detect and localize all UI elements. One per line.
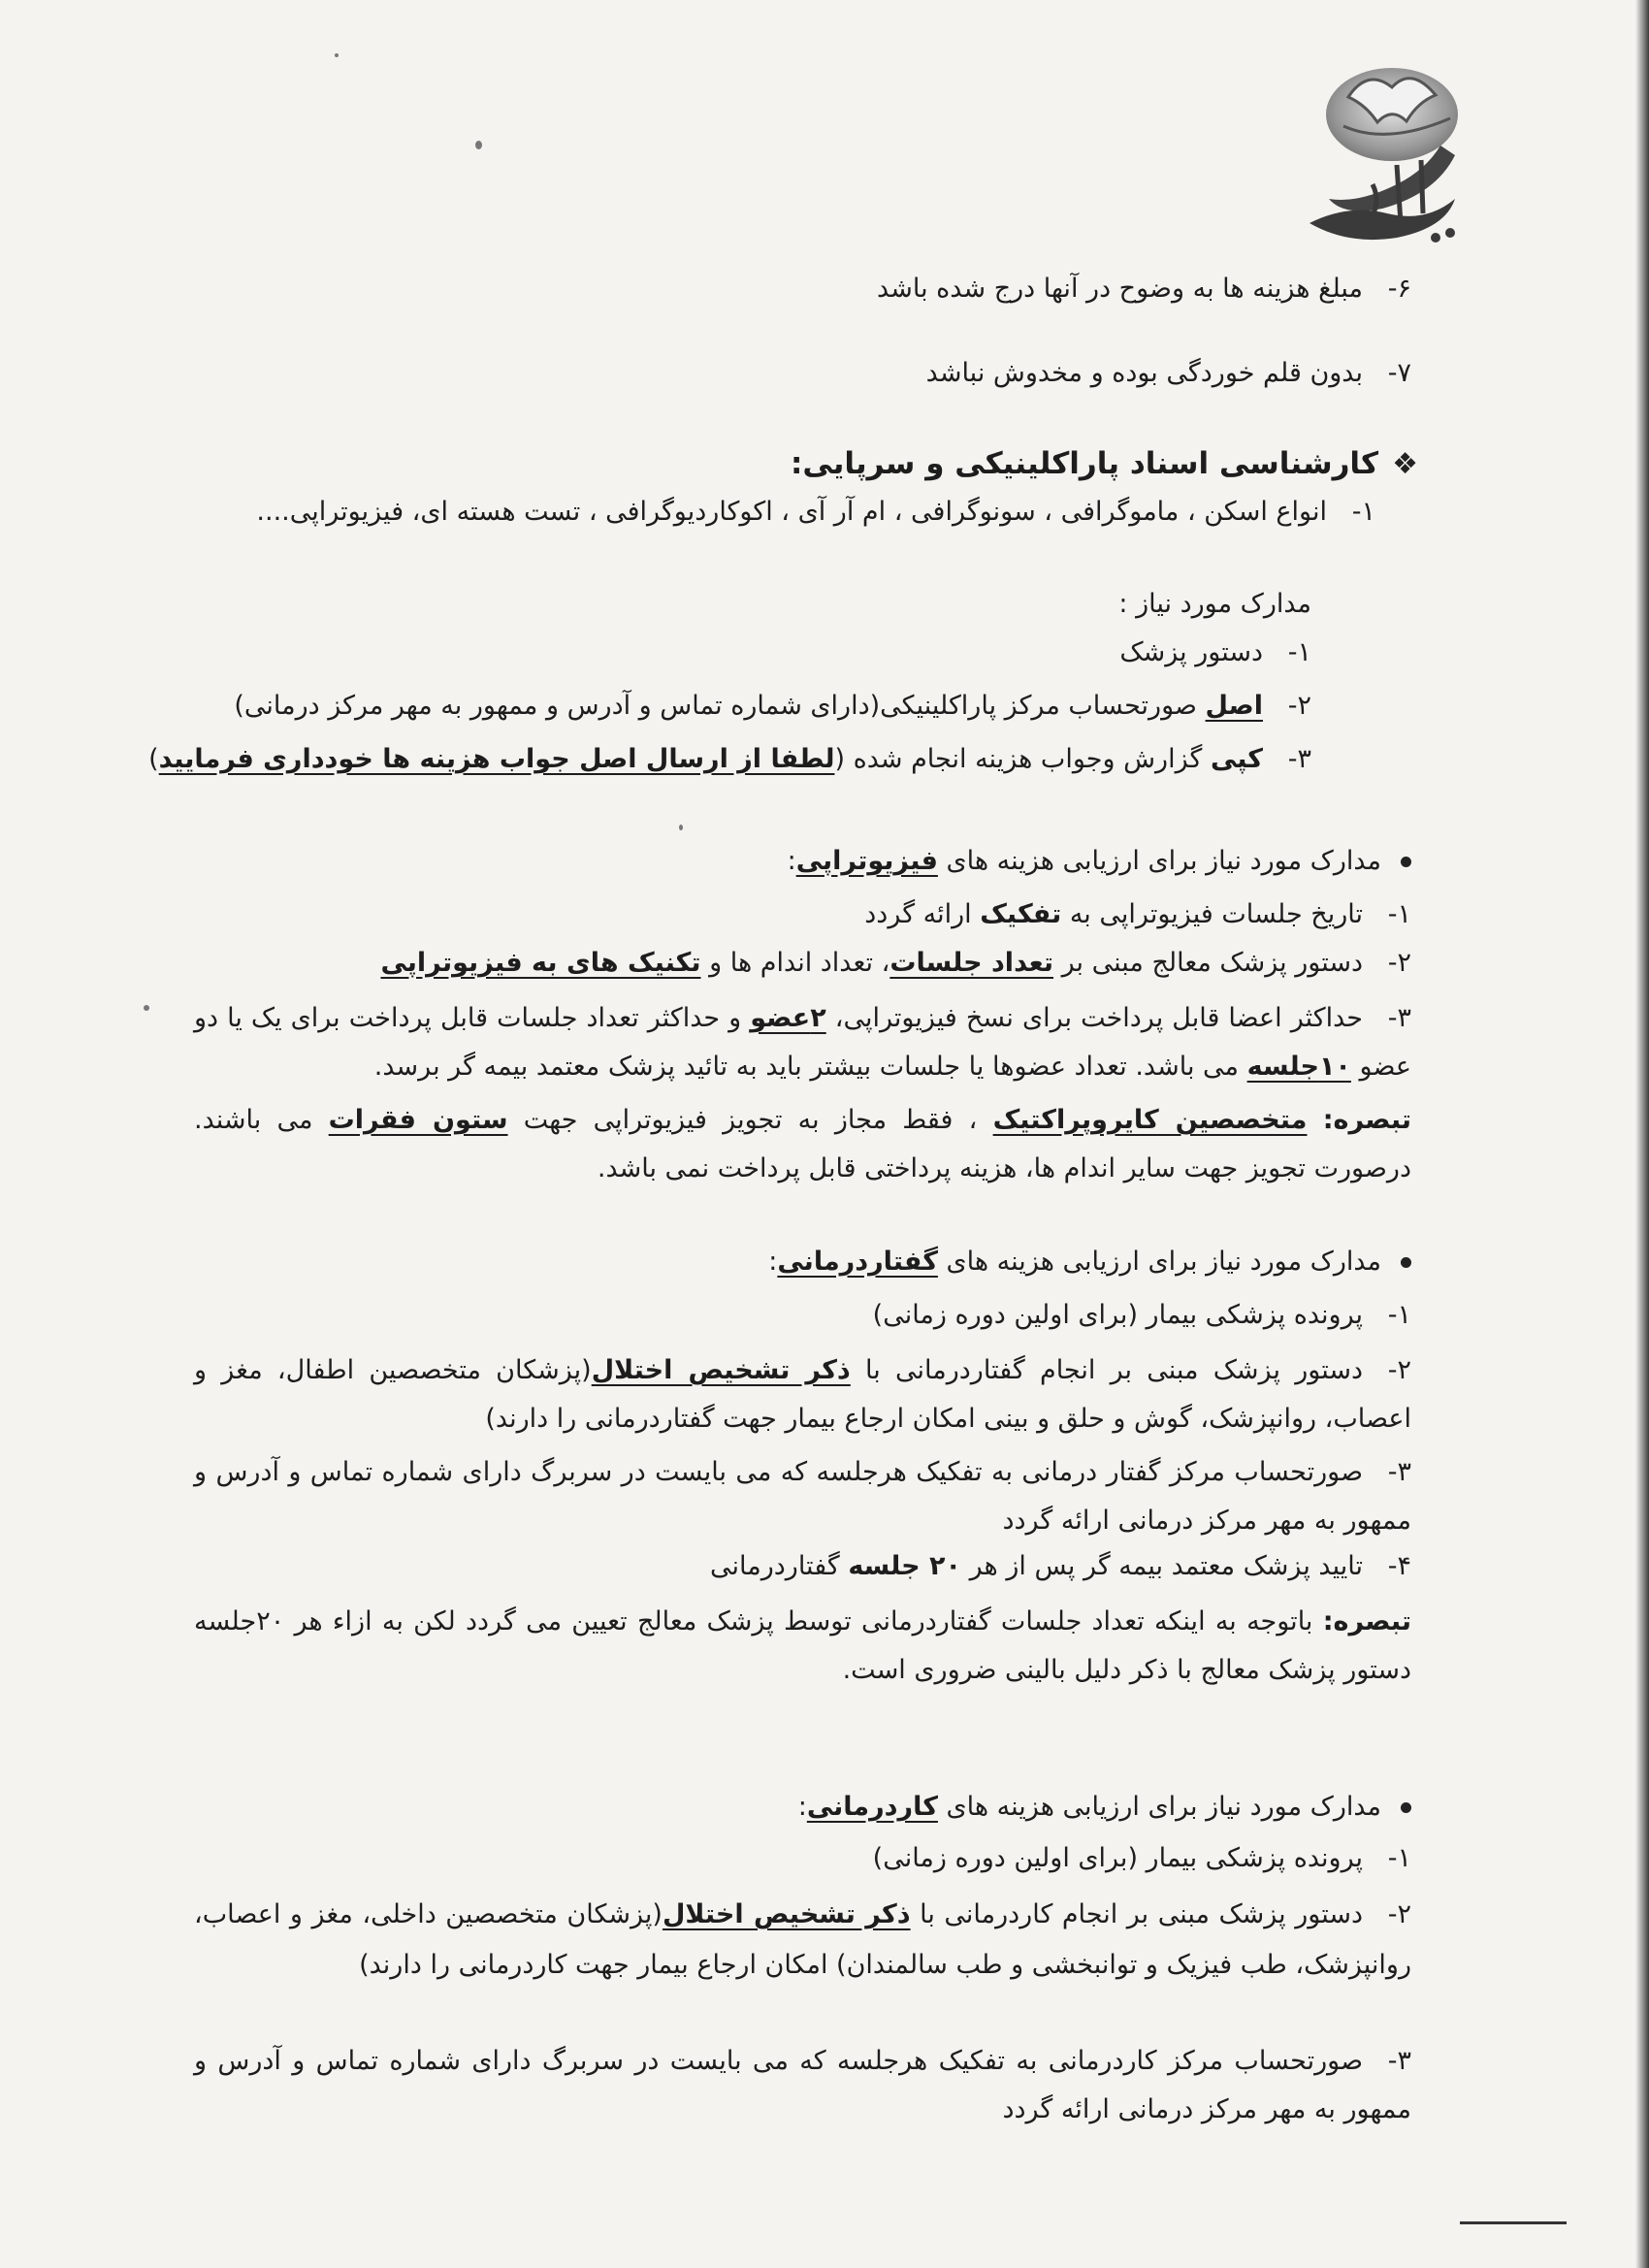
section-key: گفتاردرمانی <box>777 1247 938 1277</box>
item-text: پرونده پزشکی بیمار (برای اولین دوره زمانی) <box>872 1843 1363 1873</box>
paraclinic-heading <box>791 446 1418 482</box>
item-number: ۳- <box>1287 744 1311 774</box>
parsian-insurance-logo-icon <box>1251 58 1504 272</box>
scan-speck <box>475 141 482 149</box>
section-title: مدارک مورد نیاز برای ارزیابی هزینه های <box>946 846 1381 876</box>
emphasis: ذکر تشخیص اختلال <box>662 1899 911 1929</box>
speech-item-2 <box>194 1346 1411 1443</box>
scan-edge-shadow <box>1635 0 1649 2268</box>
logo-graphic <box>1251 58 1504 272</box>
item-text: تایید پزشک معتمد بیمه گر پس از هر <box>969 1551 1363 1581</box>
note-text: می باشند. درصورت تجویز جهت سایر اندام ها، هزینه پرداختی قابل پرداخت نمی باشد. <box>194 1105 1411 1183</box>
item-number: ۳- <box>1387 1457 1411 1487</box>
note-label: تبصره: <box>1322 1105 1411 1135</box>
star-bullet-icon: ❖ <box>1392 447 1418 481</box>
item-number: ۲- <box>1287 691 1311 721</box>
occupational-item-3 <box>194 2037 1411 2134</box>
item-number: ۲- <box>1387 1355 1411 1385</box>
bullet-icon <box>1401 1257 1411 1268</box>
item-text: دستور پزشک <box>1119 637 1263 667</box>
section-title: مدارک مورد نیاز برای ارزیابی هزینه های <box>946 1792 1381 1822</box>
bullet-icon <box>1401 1802 1411 1813</box>
item-number: ۱- <box>1387 1300 1411 1330</box>
speech-heading <box>768 1245 1411 1280</box>
emphasis: ۲عضو <box>750 1003 826 1033</box>
scan-speck <box>335 53 339 57</box>
item-text: پرونده پزشکی بیمار (برای اولین دوره زمانی) <box>872 1300 1363 1330</box>
colon: : <box>787 846 796 876</box>
colon: : <box>768 1247 778 1277</box>
occupational-item-2 <box>194 1890 1411 1991</box>
item-text: و <box>709 948 723 978</box>
paraclinic-item-1 <box>256 495 1375 530</box>
section-key: فیزیوتراپی <box>795 846 938 876</box>
item-number: ۱- <box>1351 497 1375 527</box>
occupational-item-1 <box>873 1841 1411 1876</box>
item-text: ارائه گردد <box>864 899 972 929</box>
speech-item-1 <box>873 1298 1411 1333</box>
item-text: می باشد. تعداد عضوها یا جلسات بیشتر باید به تائید پزشک معتمد بیمه گر برسد. <box>373 1052 1240 1082</box>
item-text: دستور پزشک معالج مبنی بر <box>1061 948 1363 978</box>
section-title: مدارک مورد نیاز برای ارزیابی هزینه های <box>946 1247 1381 1277</box>
colon: : <box>797 1792 807 1822</box>
speech-item-3 <box>194 1448 1411 1545</box>
intro-item-6 <box>877 272 1411 307</box>
item-text: گفتاردرمانی <box>710 1551 840 1581</box>
speech-item-4 <box>710 1549 1411 1584</box>
note-label: تبصره: <box>1322 1606 1412 1636</box>
item-text: انواع اسکن ، ماموگرافی ، سونوگرافی ، ام آر آی ، اکوکاردیوگرافی ، تست هسته ای، فیزیوتراپی.... <box>256 497 1327 527</box>
emphasis: ستون فقرات <box>328 1105 508 1135</box>
section-key: کاردرمانی <box>806 1792 938 1822</box>
physio-heading <box>788 844 1411 879</box>
scan-speck <box>679 825 683 830</box>
item-number: ۲- <box>1387 1899 1412 1929</box>
paraclinic-doc-3 <box>148 742 1311 777</box>
physio-note <box>194 1096 1411 1193</box>
item-number: ۳- <box>1387 2046 1411 2076</box>
item-text: تاریخ جلسات فیزیوتراپی به <box>1069 899 1363 929</box>
paraclinic-doc-1 <box>1119 635 1311 670</box>
item-number: ۶- <box>1387 274 1411 304</box>
item-text: ، تعداد اندام ها <box>729 948 890 978</box>
item-number: ۱- <box>1387 1843 1411 1873</box>
item-number: ۲- <box>1387 948 1411 978</box>
physio-item-2 <box>380 946 1411 981</box>
emphasis-note: لطفا از ارسال اصل جواب هزینه ها خودداری فرمایید <box>158 744 835 774</box>
section-title: کارشناسی اسناد پاراکلینیکی و سرپایی: <box>790 446 1379 481</box>
item-text: دستور پزشک مبنی بر انجام گفتاردرمانی با <box>865 1355 1363 1385</box>
emphasis: ذکر تشخیص اختلال <box>591 1355 851 1385</box>
emphasis: تعداد جلسات <box>889 948 1054 978</box>
emphasis-original: اصل <box>1205 691 1263 721</box>
footer-line <box>1460 2221 1567 2224</box>
emphasis: تکنیک های به فیزیوتراپی <box>380 948 701 978</box>
physio-item-3 <box>194 994 1411 1091</box>
item-text: بدون قلم خوردگی بوده و مخدوش نباشد <box>925 358 1363 388</box>
item-text: صورتحساب مرکز پاراکلینیکی(دارای شماره تماس و آدرس و ممهور به مهر مرکز درمانی) <box>234 691 1197 721</box>
emphasis: تفکیک <box>980 899 1062 929</box>
intro-item-7 <box>926 356 1411 391</box>
item-number: ۱- <box>1287 637 1311 667</box>
item-text: مبلغ هزینه ها به وضوح در آنها درج شده باشد <box>877 274 1363 304</box>
speech-note <box>194 1598 1411 1695</box>
item-text: و حداکثر تعداد جلسات قابل پرداخت برای یک یا دو عضو <box>194 1003 1411 1082</box>
paraclinic-doc-2 <box>234 689 1311 724</box>
scan-speck <box>144 1005 149 1011</box>
item-text: (پزشکان متخصصین داخلی، مغز و اعصاب، روانپزشک، طب فیزیک و توانبخشی و طب سالمندان) امکان ارجاع بیمار جهت کاردرمانی را دارند) <box>194 1899 1411 1980</box>
item-text: حداکثر اعضا قابل پرداخت برای نسخ فیزیوتراپی، <box>834 1003 1363 1033</box>
item-number: ۷- <box>1387 358 1411 388</box>
item-number: ۴- <box>1387 1551 1411 1581</box>
item-number: ۱- <box>1387 899 1411 929</box>
item-text: صورتحساب مرکز کاردرمانی به تفکیک هرجلسه که می بایست در سربرگ دارای شماره تماس و آدرس و ممهور به مهر مرکز درمانی ارائه گردد <box>194 2046 1411 2124</box>
item-number: ۳- <box>1387 1003 1411 1033</box>
bullet-icon <box>1401 857 1411 867</box>
note-text: ، فقط مجاز به تجویز فیزیوتراپی جهت <box>523 1105 978 1135</box>
occupational-heading <box>798 1790 1411 1825</box>
emphasis-copy: کپی <box>1210 744 1263 774</box>
note-text: باتوجه به اینکه تعداد جلسات گفتاردرمانی توسط پزشک معالج تعیین می گردد لکن به ازاء هر ۲۰جلسه دستور پزشک معالج با ذکر دلیل بالینی ضروری است. <box>194 1606 1411 1685</box>
item-text: دستور پزشک مبنی بر انجام کاردرمانی با <box>920 1899 1364 1929</box>
item-text: صورتحساب مرکز گفتار درمانی به تفکیک هرجلسه که می بایست در سربرگ دارای شماره تماس و آدرس و ممهور به مهر مرکز درمانی ارائه گردد <box>194 1457 1411 1536</box>
item-text: (پزشکان متخصصین اطفال، مغز و اعصاب، روانپزشک، گوش و حلق و بینی امکان ارجاع بیمار جهت گفتاردرمانی را دارند) <box>194 1355 1411 1434</box>
emphasis: ۲۰ جلسه <box>848 1551 962 1581</box>
physio-item-1 <box>864 897 1411 932</box>
emphasis: ۱۰جلسه <box>1246 1052 1351 1082</box>
emphasis: متخصصین کایروپراکتیک <box>992 1105 1308 1135</box>
docs-label: مدارک مورد نیاز : <box>1118 589 1311 619</box>
paren-close: ) <box>148 744 159 774</box>
item-text: گزارش وجواب هزینه انجام شده ( <box>834 744 1203 774</box>
